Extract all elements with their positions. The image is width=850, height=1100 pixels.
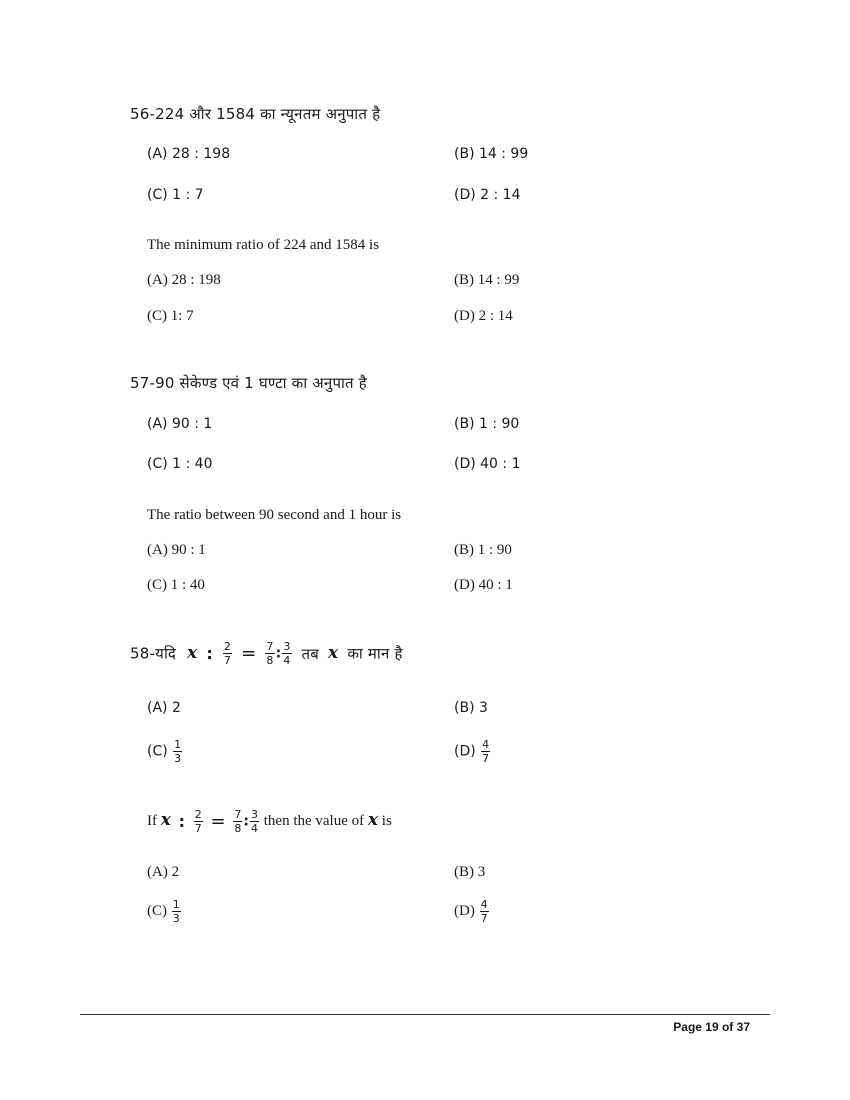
fraction-numerator: 4	[480, 898, 488, 911]
q58-fraction-2-7	[223, 640, 232, 667]
q57-english-option-c: (C) 1 : 40	[147, 577, 205, 593]
option-label: (A)	[147, 864, 168, 880]
q57-hindi-option-d: (D) 40 : 1	[454, 456, 521, 472]
q58-english-option-d	[454, 898, 490, 925]
fraction-denominator: 8	[266, 654, 274, 667]
fraction-numerator: 2	[194, 808, 202, 821]
page-number: Page 19 of 37	[673, 1020, 750, 1034]
option-label: (C)	[147, 743, 168, 760]
q56-hindi-option-d: (D) 2 : 14	[454, 187, 521, 203]
q57-hindi-option-b: (B) 1 : 90	[454, 416, 520, 432]
fraction-denominator: 7	[194, 822, 202, 835]
option-label: (B)	[454, 700, 475, 716]
fraction-denominator: 4	[251, 822, 258, 835]
fraction-numerator: 3	[251, 808, 258, 821]
q58-var-x: x	[160, 809, 171, 830]
fraction-numerator: 7	[266, 640, 274, 653]
fraction-denominator: 8	[234, 822, 242, 835]
q58-equals: =	[241, 643, 257, 664]
footer-divider	[80, 1014, 770, 1015]
option-label: (B)	[454, 864, 474, 880]
fraction-denominator: 3	[174, 752, 182, 765]
option-fraction	[480, 898, 489, 925]
q58-hindi-suffix: का मान है	[347, 644, 403, 663]
fraction-numerator: 3	[283, 640, 291, 653]
q56-hindi-option-a: (A) 28 : 198	[147, 146, 231, 162]
q57-english-option-b: (B) 1 : 90	[454, 542, 512, 558]
q57-english-option-a: (A) 90 : 1	[147, 542, 206, 558]
q56-hindi-option-c: (C) 1 : 7	[147, 187, 204, 203]
fraction-denominator: 3	[172, 912, 180, 925]
q58-var-x: x	[187, 643, 198, 663]
option-value: 2	[171, 864, 180, 880]
q57-english-option-d: (D) 40 : 1	[454, 577, 513, 593]
option-label: (C)	[147, 903, 167, 919]
q58-english	[147, 808, 392, 835]
q58-fraction-7-8	[265, 640, 274, 667]
q58-fraction-7-8	[233, 808, 242, 835]
q58-colon: :	[178, 812, 186, 831]
fraction-denominator: 4	[283, 654, 291, 667]
option-label: (D)	[454, 903, 475, 919]
q58-hindi-prefix: 58-यदि	[130, 644, 177, 663]
q56-english-option-a: (A) 28 : 198	[147, 272, 221, 288]
q56-hindi-option-b: (B) 14 : 99	[454, 146, 529, 162]
q56-english-option-c: (C) 1: 7	[147, 308, 194, 324]
fraction-numerator: 1	[172, 898, 180, 911]
fraction-numerator: 7	[234, 808, 242, 821]
q56-english-option-d: (D) 2 : 14	[454, 308, 513, 324]
fraction-denominator: 7	[223, 654, 232, 667]
q57-hindi-option-c: (C) 1 : 40	[147, 456, 213, 472]
q58-colon: :	[243, 813, 249, 830]
option-value: 3	[478, 700, 488, 716]
q58-english-option-a	[147, 864, 179, 881]
q58-fraction-3-4	[250, 808, 259, 835]
option-fraction	[173, 738, 182, 765]
q56-hindi: 56-224 और 1584 का न्यूनतम अनुपात है	[130, 105, 381, 123]
q58-hindi-option-d	[454, 738, 491, 765]
q57-hindi: 57-90 सेकेण्ड एवं 1 घण्टा का अनुपात है	[130, 374, 367, 392]
fraction-denominator: 7	[482, 752, 490, 765]
option-value: 3	[477, 864, 486, 880]
q58-var-x: x	[367, 809, 379, 830]
q58-english-suffix: is	[381, 813, 392, 829]
q58-english-option-b	[454, 864, 485, 881]
q56-english-option-b: (B) 14 : 99	[454, 272, 520, 288]
q58-fraction-3-4	[282, 640, 291, 667]
option-fraction	[481, 738, 490, 765]
q58-english-then: then the value of	[263, 813, 365, 829]
fraction-numerator: 2	[223, 640, 232, 653]
fraction-numerator: 1	[174, 738, 182, 751]
fraction-numerator: 4	[482, 738, 490, 751]
q57-english: The ratio between 90 second and 1 hour is	[147, 507, 402, 523]
q58-english-prefix: If	[147, 813, 157, 829]
q58-equals: =	[210, 811, 226, 832]
q58-hindi	[130, 640, 403, 667]
option-fraction	[172, 898, 181, 925]
fraction-denominator: 7	[480, 912, 488, 925]
q58-var-x: x	[328, 643, 339, 663]
q58-hindi-option-b	[454, 700, 488, 716]
q58-colon: :	[206, 644, 213, 663]
option-label: (D)	[454, 743, 476, 760]
q56-english: The minimum ratio of 224 and 1584 is	[147, 237, 380, 253]
q58-hindi-then: तब	[301, 644, 320, 663]
q58-hindi-option-c	[147, 738, 183, 765]
q58-colon: :	[275, 645, 282, 662]
q57-hindi-option-a: (A) 90 : 1	[147, 416, 213, 432]
q58-fraction-2-7	[194, 808, 203, 835]
option-value: 2	[171, 700, 181, 716]
q58-english-option-c	[147, 898, 182, 925]
q58-hindi-option-a	[147, 700, 181, 716]
option-label: (A)	[147, 700, 168, 716]
